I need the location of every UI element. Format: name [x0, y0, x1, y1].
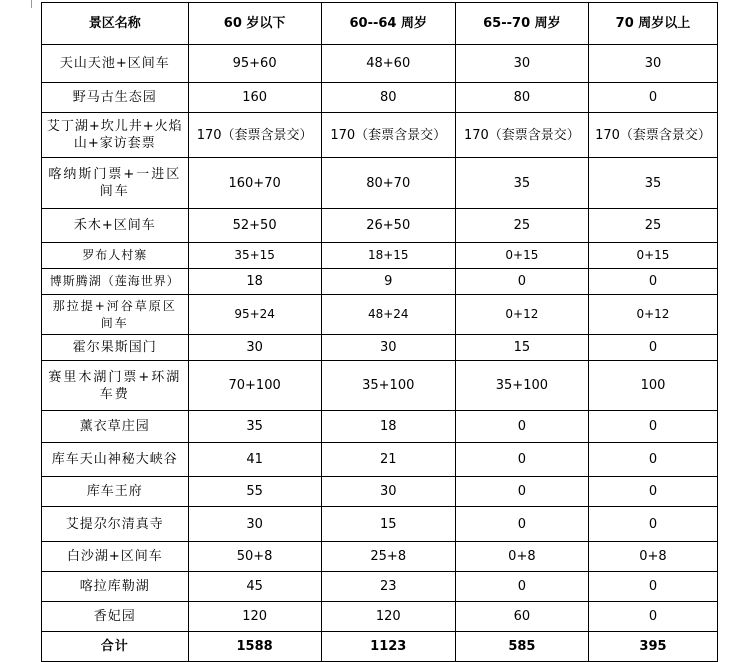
price-60-64: 15 — [321, 507, 455, 542]
price-under-60: 95+24 — [188, 295, 321, 335]
price-under-60: 30 — [188, 335, 321, 361]
table-row — [42, 209, 718, 243]
price-65-70: 0 — [455, 443, 588, 477]
price-65-70: 0+12 — [455, 295, 588, 335]
table-row — [42, 295, 718, 335]
price-over-70: 0 — [588, 411, 717, 443]
header-under-60: 60 岁以下 — [188, 3, 321, 45]
price-under-60: 35+15 — [188, 243, 321, 269]
price-60-64: 9 — [321, 269, 455, 295]
price-under-60: 50+8 — [188, 542, 321, 572]
scenic-name-cell: 赛里木湖门票+环湖车费 — [42, 361, 189, 411]
total-label: 合计 — [42, 632, 189, 662]
table-row — [42, 243, 718, 269]
price-under-60: 55 — [188, 477, 321, 507]
price-over-70: 100 — [588, 361, 717, 411]
price-under-60: 41 — [188, 443, 321, 477]
price-over-70: 35 — [588, 158, 717, 209]
price-65-70: 15 — [455, 335, 588, 361]
price-65-70: 0+8 — [455, 542, 588, 572]
header-scenic-name: 景区名称 — [42, 3, 189, 45]
scenic-name-cell: 艾提尕尔清真寺 — [42, 507, 189, 542]
price-65-70: 170（套票含景交） — [455, 113, 588, 158]
price-65-70: 0 — [455, 269, 588, 295]
price-over-70: 0+12 — [588, 295, 717, 335]
price-60-64: 120 — [321, 602, 455, 632]
price-under-60: 52+50 — [188, 209, 321, 243]
scenic-name-cell: 白沙湖+区间车 — [42, 542, 189, 572]
price-over-70: 0 — [588, 477, 717, 507]
total-60-64: 1123 — [321, 632, 455, 662]
table-row — [42, 572, 718, 602]
price-over-70: 30 — [588, 45, 717, 83]
table-row — [42, 45, 718, 83]
table-row — [42, 602, 718, 632]
price-60-64: 80 — [321, 83, 455, 113]
price-65-70: 0 — [455, 477, 588, 507]
table-row — [42, 83, 718, 113]
page-corner-mark — [31, 0, 32, 8]
price-under-60: 120 — [188, 602, 321, 632]
table-row — [42, 361, 718, 411]
scenic-name-cell: 喀纳斯门票+一进区间车 — [42, 158, 189, 209]
price-under-60: 35 — [188, 411, 321, 443]
scenic-name-cell: 香妃园 — [42, 602, 189, 632]
scenic-name-cell: 那拉提+河谷草原区间车 — [42, 295, 189, 335]
table-row — [42, 411, 718, 443]
price-60-64: 25+8 — [321, 542, 455, 572]
price-60-64: 30 — [321, 477, 455, 507]
price-60-64: 18 — [321, 411, 455, 443]
total-over-70: 395 — [588, 632, 717, 662]
price-65-70: 0 — [455, 507, 588, 542]
scenic-name-cell: 薰衣草庄园 — [42, 411, 189, 443]
ticket-price-table — [41, 2, 718, 662]
table-row — [42, 335, 718, 361]
price-under-60: 30 — [188, 507, 321, 542]
header-60-64: 60--64 周岁 — [321, 3, 455, 45]
price-over-70: 0+15 — [588, 243, 717, 269]
table-row — [42, 542, 718, 572]
price-65-70: 30 — [455, 45, 588, 83]
price-65-70: 80 — [455, 83, 588, 113]
price-65-70: 0 — [455, 572, 588, 602]
table-row — [42, 443, 718, 477]
scenic-name-cell: 罗布人村寨 — [42, 243, 189, 269]
price-60-64: 48+60 — [321, 45, 455, 83]
scenic-name-cell: 库车王府 — [42, 477, 189, 507]
price-over-70: 0+8 — [588, 542, 717, 572]
price-65-70: 0+15 — [455, 243, 588, 269]
table-header-row — [42, 3, 718, 45]
price-over-70: 25 — [588, 209, 717, 243]
table-row — [42, 507, 718, 542]
total-row — [42, 632, 718, 662]
table-row — [42, 269, 718, 295]
scenic-name-cell: 霍尔果斯国门 — [42, 335, 189, 361]
price-over-70: 0 — [588, 443, 717, 477]
price-60-64: 26+50 — [321, 209, 455, 243]
price-65-70: 60 — [455, 602, 588, 632]
price-60-64: 35+100 — [321, 361, 455, 411]
scenic-name-cell: 禾木+区间车 — [42, 209, 189, 243]
price-over-70: 0 — [588, 335, 717, 361]
table-row — [42, 113, 718, 158]
price-over-70: 0 — [588, 572, 717, 602]
scenic-name-cell: 野马古生态园 — [42, 83, 189, 113]
price-over-70: 0 — [588, 602, 717, 632]
price-under-60: 18 — [188, 269, 321, 295]
price-60-64: 18+15 — [321, 243, 455, 269]
price-over-70: 0 — [588, 83, 717, 113]
scenic-name-cell: 库车天山神秘大峡谷 — [42, 443, 189, 477]
price-60-64: 80+70 — [321, 158, 455, 209]
scenic-name-cell: 艾丁湖+坎儿井+火焰山+家访套票 — [42, 113, 189, 158]
price-60-64: 170（套票含景交） — [321, 113, 455, 158]
scenic-name-cell: 天山天池+区间车 — [42, 45, 189, 83]
price-over-70: 0 — [588, 507, 717, 542]
price-60-64: 21 — [321, 443, 455, 477]
price-over-70: 170（套票含景交） — [588, 113, 717, 158]
price-65-70: 0 — [455, 411, 588, 443]
scenic-name-cell: 喀拉库勒湖 — [42, 572, 189, 602]
total-under-60: 1588 — [188, 632, 321, 662]
price-under-60: 95+60 — [188, 45, 321, 83]
scenic-name-cell: 博斯腾湖（莲海世界） — [42, 269, 189, 295]
price-under-60: 160 — [188, 83, 321, 113]
table-row — [42, 477, 718, 507]
price-under-60: 160+70 — [188, 158, 321, 209]
price-65-70: 35+100 — [455, 361, 588, 411]
price-under-60: 170（套票含景交） — [188, 113, 321, 158]
header-65-70: 65--70 周岁 — [455, 3, 588, 45]
price-60-64: 48+24 — [321, 295, 455, 335]
header-over-70: 70 周岁以上 — [588, 3, 717, 45]
price-60-64: 30 — [321, 335, 455, 361]
page-margin — [0, 0, 41, 654]
price-under-60: 45 — [188, 572, 321, 602]
total-65-70: 585 — [455, 632, 588, 662]
price-65-70: 35 — [455, 158, 588, 209]
price-60-64: 23 — [321, 572, 455, 602]
table-row — [42, 158, 718, 209]
price-under-60: 70+100 — [188, 361, 321, 411]
price-65-70: 25 — [455, 209, 588, 243]
price-over-70: 0 — [588, 269, 717, 295]
